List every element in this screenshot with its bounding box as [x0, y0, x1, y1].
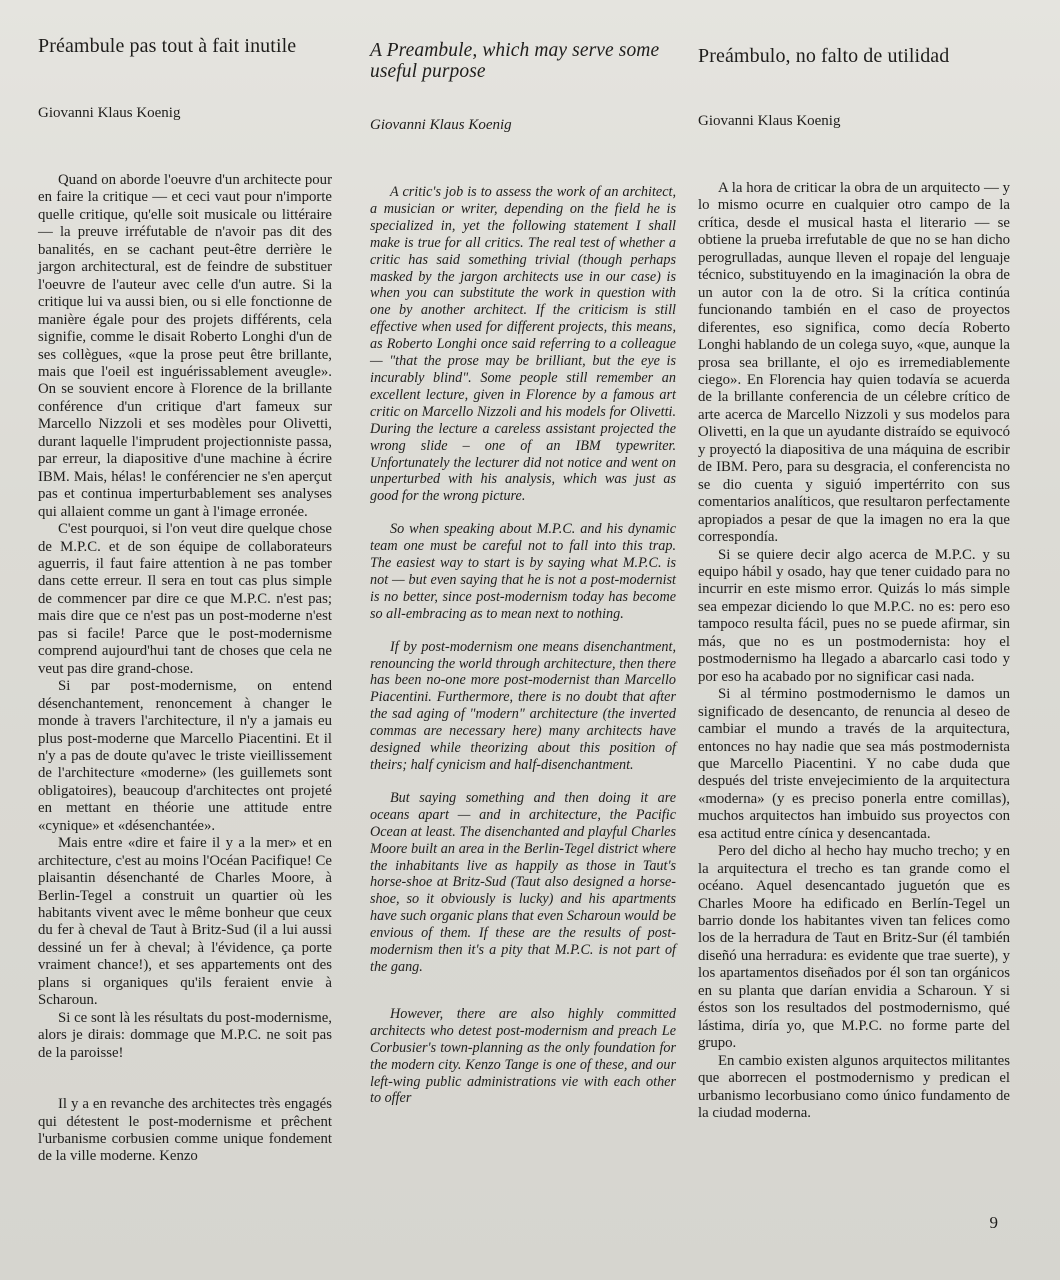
- paragraph: Si ce sont là les résultats du post-modernisme, alors je dirais: dommage que M.P.C. ne soit pas de la paroisse!: [38, 1009, 332, 1061]
- column-english: [370, 36, 676, 1107]
- paragraph: However, there are also highly committed architects who detest post-modernism and preach Le Corbusier's town-planning as the only foundation for the modern city. Kenzo Tange is one of these, and our left-wing public administrations vie with each other to offer: [370, 1005, 676, 1107]
- column-french: [38, 36, 332, 1166]
- body-french: [38, 172, 332, 1166]
- paragraph: A la hora de criticar la obra de un arquitecto — y lo mismo ocurre en cualquier otro campo de la crítica, desde el musical hasta el literario — se obtiene la prueba irrefutable de que no se han dicho perogrulladas, aunque lleven el ropaje del lenguaje técnico, substituyendo en la imaginación la obra de un autor con la de otro. Si la crítica continúa funcionando también en el caso de proyectos diferentes, eso significa, como decía Roberto Longhi hablando de un colega suyo, «que, aunque la prosa sea brillante, el ojo es irremediablemente ciego». En Florencia hay quien todavía se acuerda de la brillante conferencia de un célebre crítico de arte acerca de Marcello Nizzoli y sus modelos para Olivetti, en la que un ayudante distraído se equivocó y proyectó la diapositiva de una máquina de escribir de IBM. Pero, para su desgracia, el conferencista no se dio cuenta y siguió impertérrito con sus comentarios analíticos, que resultaron perfectamente apropiados a pesar de que la imagen no era la que correspondía.: [698, 180, 1010, 546]
- paragraph: En cambio existen algunos arquitectos militantes que aborrecen el postmodernismo y predican el urbanismo lecorbusiano como único fundamento de la ciudad moderna.: [698, 1052, 1010, 1122]
- paragraph: Si par post-modernisme, on entend désenchantement, renoncement à changer le monde à travers l'architecture, il n'y a jamais eu plus post-moderne que Marcello Piacentini. Et il n'y a pas de doute qu'avec le triste vieillissement de l'architecture «moderne» (les guillemets sont obligatoires), beaucoup d'architectes ont projeté en mettant en théorie une attitude entre «cynique» et «désenchantée».: [38, 678, 332, 834]
- paragraph: Si al término postmodernismo le damos un significado de desencanto, de renuncia al deseo de cambiar el mundo a través de la arquitectura, entonces no hay nadie que sea más postmodernista que Marcello Piacentini. Y no cabe duda que después del triste envejecimiento de la arquitectura «moderna» (y es preciso ponerla entre comillas), muchos arquitectos han imbuido sus proyectos con esa actitud entre cínica y desencantada.: [698, 686, 1010, 842]
- author-french: Giovanni Klaus Koenig: [38, 105, 181, 121]
- paragraph: Si se quiere decir algo acerca de M.P.C. y su equipo hábil y osado, hay que tener cuidado para no incurrir en este mismo error. Quizás lo más simple sea empezar diciendo lo que M.P.C. no es: pero eso tampoco resulta fácil, pues no se puede afirmar, sin más, que no es un postmodernista: hoy el postmodernismo ha llegado a abarcarlo casi todo y por eso ha acabado por no significar casi nada.: [698, 546, 1010, 685]
- title-french: Préambule pas tout à fait inutile: [38, 35, 297, 57]
- title-english: A Preambule, which may serve some useful purpose: [370, 40, 660, 82]
- paragraph: But saying something and then doing it are oceans apart — and in architecture, the Pacific Ocean at least. The disenchanted and playful Charles Moore built an area in the Berlin-Tegel district where the inhabitants live as happily as those in Taut's horse-shoe at Britz-Sud (Taut also designed a horse-shoe, so it obviously is lucky) and his apartments have such organic plans that even Scharoun would be envious of them. If these are the results of post-modernism then it's a pity that M.P.C. is not part of the gang.: [370, 789, 676, 975]
- paragraph: Il y a en revanche des architectes très engagés qui détestent le post-modernisme et prêchent l'urbanisme corbusien comme unique fondement de la ville moderne. Kenzo: [38, 1096, 332, 1165]
- paragraph: Pero del dicho al hecho hay mucho trecho; y en la arquitectura el trecho es tan grande como el océano. Aquel desencantado juguetón que es Charles Moore ha edificado en Berlín-Tegel un barrio donde los habitantes viven tan felices como los de la herradura de Taut en Britz-Sur (él también diseñó una herradura: es evidente que trae suerte), y los apartamentos diseñados por él son tan orgánicos en su planta que darían envidia a Scharoun. Y si éstos son los resultados del postmodernismo, qué lástima, diría yo, que M.P.C. no forme parte del grupo.: [698, 843, 1010, 1052]
- author-english: Giovanni Klaus Koenig: [370, 117, 512, 133]
- paragraph: Quand on aborde l'oeuvre d'un architecte pour en faire la critique — et ceci vaut pour n'importe quelle critique, qu'elle soit musicale ou littéraire — la preuve irréfutable de n'avoir pas dit des banalités, en se cachant peut-être derrière le jargon architectural, est de feindre de substituer l'oeuvre de l'auteur avec celle d'un autre. Si la critique lui va aussi bien, ou si elle fonctionne de manière égale pour des projets différents, cela signifie, comme le disait Roberto Longhi d'un de ses collègues, «que la prose peut être brillante, mais que l'oeil est inguérissablement aveugle». On se souvient encore à Florence de la brillante conférence d'un critique d'art fameux sur Marcello Nizzoli et ses modèles pour Olivetti, durant laquelle l'imprudent projectionniste passa, par erreur, la diapositive d'une machine à écrire IBM. Mais, hélas! le conférencier ne s'en aperçut pas et continua imperturbablement ses analyses qui allaient comme un gant à l'image erronée.: [38, 172, 332, 520]
- paragraph: If by post-modernism one means disenchantment, renouncing the world through architecture, then there has been no-one more post-modernist than Marcello Piacentini. Furthermore, there is no doubt that after the sad aging of "modern" architecture (the inverted commas are necessary here) many architects have designed while theorizing about this position of theirs; half cynicism and half-disenchantment.: [370, 638, 676, 773]
- page-number: 9: [989, 1213, 998, 1232]
- paragraph: C'est pourquoi, si l'on veut dire quelque chose de M.P.C. et de son équipe de collaborateurs aguerris, il faut faire attention à ne pas tomber dans cette erreur. Il sera en tout cas plus simple de commencer par dire ce que M.P.C. n'est pas; mais dire que ce n'est pas un post-moderne n'est pas si facile! Parce que le post-modernisme comprend aujourd'hui tant de choses que cela ne veut pas dire grand-chose.: [38, 521, 332, 677]
- paragraph: So when speaking about M.P.C. and his dynamic team one must be careful not to fall into this trap. The easiest way to start is by saying what M.P.C. is not — but even saying that he is not a post-modernist is no better, since post-modernism today has become so all-embracing as to mean next to nothing.: [370, 521, 676, 622]
- column-spanish: [698, 36, 1010, 1122]
- author-spanish: Giovanni Klaus Koenig: [698, 113, 841, 129]
- paragraph: Mais entre «dire et faire il y a la mer» et en architecture, c'est au moins l'Océan Pacifique! Ce plaisantin désenchanté de Charles Moore, à Berlin-Tegel a construit un quartier où les habitants vivent avec le même bonheur que ceux du fer à cheval de Taut à Britz-Sud (il a lui aussi dessiné un fer à cheval; à l'évidence, ça porte vraiment chance!), et ses appartements ont des plans si organiques qu'ils feraient envie à Scharoun.: [38, 835, 332, 1009]
- paragraph: A critic's job is to assess the work of an architect, a musician or writer, depending on the field he is specialized in, yet the following statement I shall make is true for all critics. The real test of whether a critic has said something trivial (though perhaps masked by the jargon architects use in our case) is when you can substitute the work in question with one by another architect. If the criticism is still effective when used for different projects, this means, as Roberto Longhi once said referring to a colleague — "that the prose may be brilliant, but the eye is incurably blind". Some people still remember an excellent lecture, given in Florence by a famous art critic on Marcello Nizzoli and his models for Olivetti. During the lecture a careless assistant projected the wrong slide – one of an IBM typewriter. Unfortunately the lecturer did not notice and went on unperturbed with his analysis, which was just as good for the wrong picture.: [370, 184, 676, 505]
- body-spanish: [698, 180, 1010, 1122]
- title-spanish: Preámbulo, no falto de utilidad: [698, 45, 950, 67]
- body-english: [370, 184, 676, 1107]
